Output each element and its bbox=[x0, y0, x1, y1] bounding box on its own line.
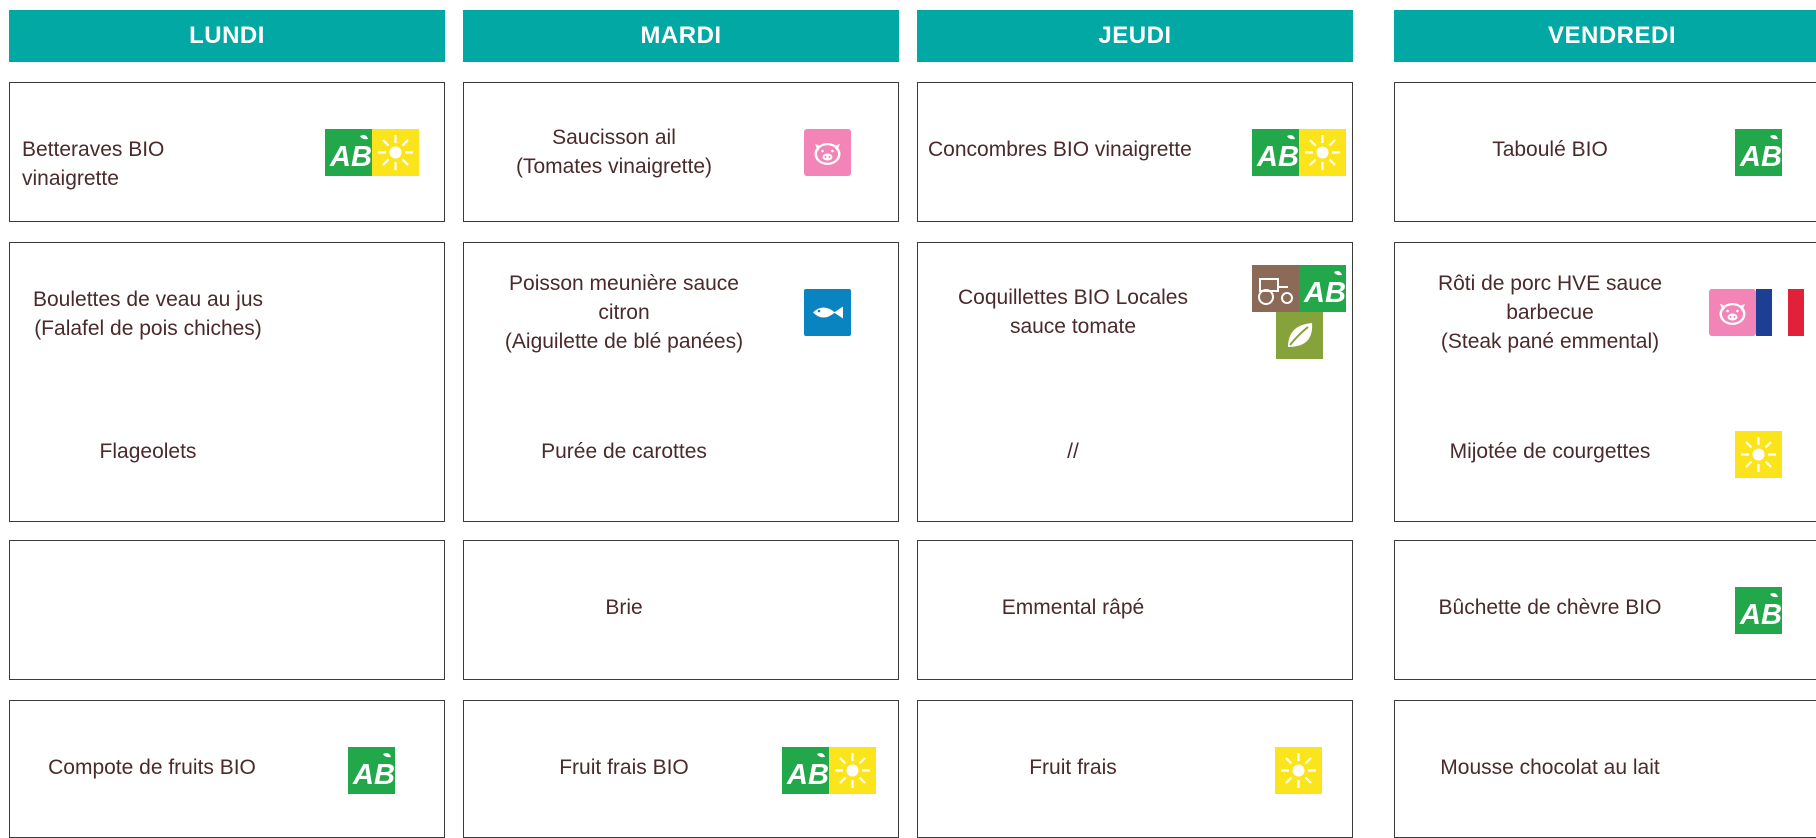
day-header: VENDREDI bbox=[1394, 10, 1816, 62]
dessert-cell bbox=[9, 700, 445, 838]
dessert-text: Fruit frais BIO bbox=[559, 756, 689, 779]
day-header: JEUDI bbox=[917, 10, 1353, 62]
dessert-text: Mousse chocolat au lait bbox=[1440, 756, 1660, 779]
svg-text:AB: AB bbox=[330, 141, 372, 173]
svg-text:AB: AB bbox=[787, 759, 829, 791]
plat-text: Boulettes de veau au jus (Falafel de pois chiches) bbox=[33, 288, 263, 340]
organic-ab-icon bbox=[348, 747, 395, 794]
organic-ab-icon bbox=[1252, 129, 1299, 176]
seasonal-sun-icon bbox=[1299, 129, 1346, 176]
entree-text: Betteraves BIO vinaigrette bbox=[22, 138, 165, 190]
fish-icon bbox=[804, 289, 851, 336]
seasonal-sun-icon bbox=[1275, 747, 1322, 794]
plat-text: Rôti de porc HVE sauce barbecue (Steak pané emmental) bbox=[1437, 272, 1663, 353]
french-flag-icon bbox=[1756, 289, 1816, 336]
svg-text:AB: AB bbox=[1740, 599, 1782, 631]
accompagnement-text: Purée de carottes bbox=[541, 440, 707, 463]
plat-cell bbox=[463, 242, 899, 522]
seasonal-sun-icon bbox=[372, 129, 419, 176]
entree-cell bbox=[1394, 82, 1816, 222]
plat-text: Coquillettes BIO Locales sauce tomate bbox=[958, 286, 1188, 338]
entree-text: Concombres BIO vinaigrette bbox=[928, 138, 1192, 161]
pork-icon bbox=[1709, 289, 1756, 336]
entree-text: Taboulé BIO bbox=[1492, 138, 1608, 161]
fromage-text: Emmental râpé bbox=[1001, 596, 1145, 619]
seasonal-sun-icon bbox=[829, 747, 876, 794]
plat-text: Poisson meunière sauce citron (Aiguilette de blé panées) bbox=[504, 272, 744, 353]
accompagnement-text: Mijotée de courgettes bbox=[1449, 440, 1651, 463]
fromage-text: Bûchette de chèvre BIO bbox=[1438, 596, 1662, 619]
organic-ab-icon bbox=[325, 129, 372, 176]
organic-ab-icon bbox=[1735, 129, 1782, 176]
dessert-text: Fruit frais bbox=[1029, 756, 1117, 779]
plat-cell bbox=[917, 242, 1353, 522]
entree-cell bbox=[917, 82, 1353, 222]
fromage-text: Brie bbox=[605, 596, 643, 619]
entree-cell bbox=[9, 82, 445, 222]
fromage-cell bbox=[917, 540, 1353, 680]
fromage-cell bbox=[9, 540, 445, 680]
dessert-cell bbox=[1394, 700, 1816, 838]
entree-text: Saucisson ail (Tomates vinaigrette) bbox=[515, 126, 713, 178]
seasonal-sun-icon bbox=[1735, 431, 1782, 478]
day-header: MARDI bbox=[463, 10, 899, 62]
entree-cell bbox=[463, 82, 899, 222]
accompagnement-text: Flageolets bbox=[99, 440, 197, 463]
accompagnement-text: // bbox=[1067, 440, 1079, 463]
svg-text:AB: AB bbox=[1304, 277, 1346, 309]
plat-cell bbox=[9, 242, 445, 522]
svg-text:AB: AB bbox=[1740, 141, 1782, 173]
day-header: LUNDI bbox=[9, 10, 445, 62]
organic-ab-icon bbox=[1735, 587, 1782, 634]
svg-text:AB: AB bbox=[353, 759, 395, 791]
svg-text:AB: AB bbox=[1257, 141, 1299, 173]
local-farm-icon bbox=[1252, 265, 1299, 312]
organic-ab-icon bbox=[782, 747, 829, 794]
plat-cell bbox=[1394, 242, 1816, 522]
vegetarian-leaf-icon bbox=[1276, 312, 1323, 359]
dessert-cell bbox=[917, 700, 1353, 838]
fromage-cell bbox=[1394, 540, 1816, 680]
organic-ab-icon bbox=[1299, 265, 1346, 312]
dessert-text: Compote de fruits BIO bbox=[48, 756, 256, 779]
pork-icon bbox=[804, 129, 851, 176]
dessert-cell bbox=[463, 700, 899, 838]
fromage-cell bbox=[463, 540, 899, 680]
